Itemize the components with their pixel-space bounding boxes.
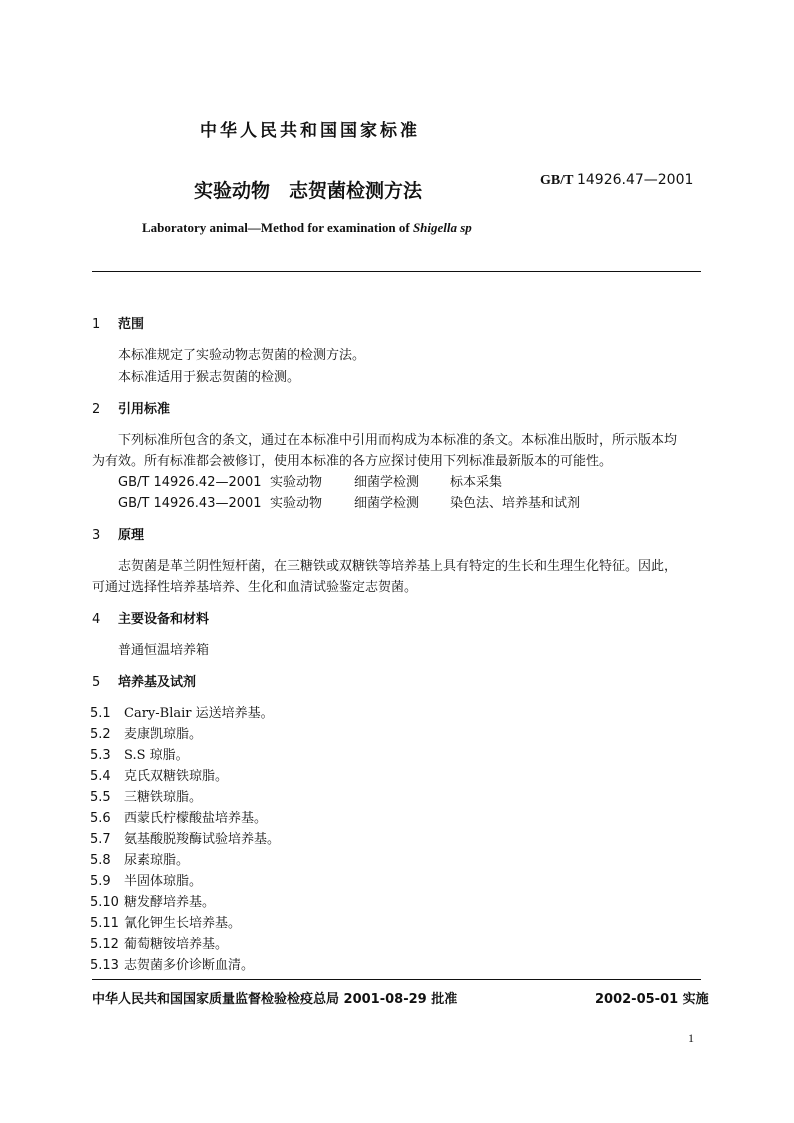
list-item [90, 786, 202, 805]
list-item [90, 702, 274, 721]
section-title: 主要设备和材料 [118, 612, 210, 627]
standard-code-prefix: GB/T [540, 173, 574, 188]
item-text: 志贺菌多价诊断血清。 [124, 958, 255, 973]
reference-item [118, 492, 580, 511]
reference-code: GB/T 14926.42—2001 [118, 475, 262, 490]
issuing-organization: 中华人民共和国国家标准 [200, 121, 420, 141]
english-title [142, 220, 472, 236]
reference-part-a: 实验动物 [270, 496, 323, 511]
section-number: 1 [92, 317, 101, 332]
section-title: 培养基及试剂 [118, 675, 197, 690]
reference-part-b: 细菌学检测 [354, 496, 420, 511]
item-number: 5.4 [90, 769, 111, 784]
reference-part-b: 细菌学检测 [354, 475, 420, 490]
item-number: 5.10 [90, 895, 119, 910]
item-text: 半固体琼脂。 [124, 874, 203, 889]
section-2-heading [92, 398, 170, 417]
section-title: 原理 [118, 528, 145, 543]
reference-part-a: 实验动物 [270, 475, 323, 490]
reference-code: GB/T 14926.43—2001 [118, 496, 262, 511]
item-number: 5.13 [90, 958, 119, 973]
list-item [90, 765, 228, 784]
reference-part-c: 标本采集 [450, 475, 503, 490]
list-item [90, 933, 228, 952]
item-number: 5.8 [90, 853, 111, 868]
item-number: 5.11 [90, 916, 119, 931]
footer-divider [92, 979, 701, 980]
item-text: 氰化钾生长培养基。 [124, 916, 242, 931]
list-item [90, 954, 254, 973]
document-title: 实验动物 志贺菌检测方法 [194, 180, 423, 202]
item-text: S.S 琼脂。 [124, 748, 189, 763]
item-number: 5.5 [90, 790, 111, 805]
item-text: 西蒙氏柠檬酸盐培养基。 [124, 811, 268, 826]
section-title: 范围 [118, 317, 145, 332]
section-number: 4 [92, 612, 101, 627]
english-title-italic: Shigella sp [412, 220, 472, 235]
section-2-intro-line-1: 下列标准所包含的条文，通过在本标准中引用而构成为本标准的条文。本标准出版时，所示版本均 [118, 433, 678, 448]
item-text: 尿素琼脂。 [124, 853, 190, 868]
item-text: 麦康凯琼脂。 [124, 727, 203, 742]
section-3-line-1: 志贺菌是革兰阴性短杆菌，在三糖铁或双糖铁等培养基上具有特定的生长和生理生化特征。因此， [118, 559, 678, 574]
list-item [90, 744, 189, 763]
section-1-heading [92, 313, 144, 332]
section-3-heading [92, 524, 144, 543]
header-divider [92, 271, 701, 272]
item-text: 糖发酵培养基。 [124, 895, 216, 910]
page-number: 1 [688, 1031, 694, 1045]
list-item [90, 723, 202, 742]
item-text: 克氏双糖铁琼脂。 [124, 769, 229, 784]
section-2-intro-line-2: 为有效。所有标准都会被修订，使用本标准的各方应探讨使用下列标准最新版本的可能性。 [92, 454, 613, 469]
item-number: 5.6 [90, 811, 111, 826]
reference-part-c: 染色法、培养基和试剂 [450, 496, 581, 511]
section-1-paragraph: 本标准规定了实验动物志贺菌的检测方法。 [118, 348, 366, 363]
section-4-item: 普通恒温培养箱 [118, 643, 210, 658]
standard-code-number: 14926.47—2001 [576, 172, 694, 188]
item-number: 5.12 [90, 937, 119, 952]
item-text: 三糖铁琼脂。 [124, 790, 203, 805]
item-text: 葡萄糖铵培养基。 [124, 937, 229, 952]
list-item [90, 807, 267, 826]
approval-line: 中华人民共和国国家质量监督检验检疫总局 2001-08-29 批准 [92, 992, 458, 1007]
item-number: 5.2 [90, 727, 111, 742]
item-number: 5.7 [90, 832, 111, 847]
item-number: 5.1 [90, 706, 111, 721]
standard-code [540, 172, 693, 189]
section-number: 3 [92, 528, 101, 543]
section-5-heading [92, 671, 196, 690]
list-item [90, 912, 241, 931]
english-title-main: Laboratory animal—Method for examination of [142, 220, 413, 235]
section-4-heading [92, 608, 209, 627]
section-number: 2 [92, 402, 101, 417]
list-item [90, 891, 215, 910]
section-1-paragraph: 本标准适用于猴志贺菌的检测。 [118, 370, 301, 385]
item-text: Cary-Blair 运送培养基。 [124, 706, 274, 721]
section-title: 引用标准 [118, 402, 171, 417]
list-item [90, 828, 280, 847]
reference-item [118, 471, 502, 490]
list-item [90, 870, 202, 889]
section-3-line-2: 可通过选择性培养基培养、生化和血清试验鉴定志贺菌。 [92, 580, 418, 595]
item-number: 5.3 [90, 748, 111, 763]
item-text: 氨基酸脱羧酶试验培养基。 [124, 832, 281, 847]
section-number: 5 [92, 675, 101, 690]
list-item [90, 849, 189, 868]
item-number: 5.9 [90, 874, 111, 889]
implementation-date: 2002-05-01 实施 [595, 992, 709, 1007]
